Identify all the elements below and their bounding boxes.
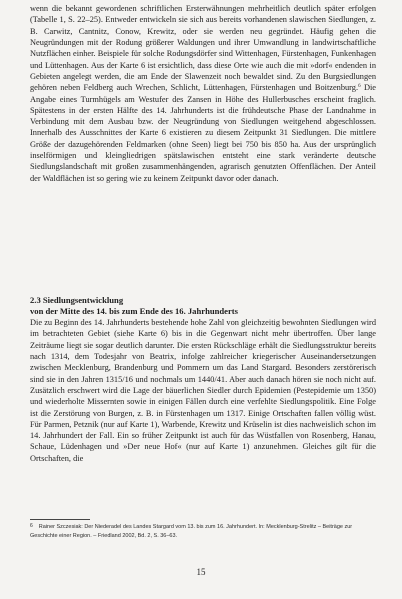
section-heading [30, 295, 376, 318]
paragraph-1-text: wenn die bekannt gewordenen schriftlichen Ersterwähnungen mehrheitlich deutlich später erfolgen (Tabelle 1, S. 22–25). Entweder entwickeln sie sich aus bereits vorhandenen slawischen Siedlungen, z. B. Carwitz, Cantnitz, Conow, Krewitz, oder sie werden neu gegründet. Häufig gehen die Neugründungen mit der Rodung größerer Waldungen und ihrer Umwandlung in landwirtschaftliche Nutzflächen einher. Beispiele für solche Rodungsdörfer sind Wittenhagen, Fürstenhagen, Funkenhagen und Lüttenhagen. Aus der Karte 6 ist ersichtlich, dass diese Orte wie auch die mit »dorf« endenden in Gebieten angelegt werden, die am Ende der Slawenzeit noch bewaldet sind. Zu den Burgsiedlungen gehören neben Feldberg auch Wrechen, Schlicht, Lüttenhagen, Fürstenhagen und Boitzenburg. [30, 4, 376, 93]
section-heading-title: 2.3 Siedlungsentwicklung [30, 295, 124, 305]
footnote-number: 6 [30, 523, 33, 529]
footnote-separator [30, 519, 90, 520]
body-paragraph-1 [30, 3, 376, 184]
body-paragraph-2: Die zu Beginn des 14. Jahrhunderts bestehende hohe Zahl von gleichzeitig bewohnten Siedlungen wird im betrachteten Gebiet (siehe Karte 6) bis in die Gegenwart nicht mehr übertroffen. Über lange Zeiträume liegt sie sogar deutlich darunter. Die ersten Rückschläge erhält die Siedlungsstruktur bereits nach 1314, dem Todesjahr von Beatrix, infolge zahlreicher kriegerischer Auseinandersetzungen zwischen Mecklenburg, Brandenburg und Pommern um das Land Stargard. Besonders zerstörerisch sind sie in den Jahren 1315/16 und nochmals um 1440/41. Aber auch danach hören sie noch nicht auf. Zusätzlich erschwert wird die Lage der bäuerlichen Siedler durch Epidemien (Pestepidemie um 1350) und wiederholte Missernten sowie in einigen Fällen durch eine verfehlte Siedlungspolitik. Eine Folge ist die Zerstörung von Burgen, z. B. in Fürstenhagen um 1317. Einige Ortschaften fallen völlig wüst. Für Parmen, Petznik (nur auf Karte 1), Warbende, Krewitz und Krüselin ist dies nachweislich schon im 14. Jahrhundert der Fall. Ein so früher Zeitpunkt ist auch für das Wüstfallen von Rosenberg, Hanau, Schaue, Lüdenhagen und »Der neue Hof« (nur auf Karte 1) anzunehmen. Gleiches gilt für die Ortschaften, die [30, 318, 376, 463]
paragraph-1-continued: Die Angabe eines Turmhügels am Westufer des Zansen in Höhe des Hullerbusches erscheint fraglich. Spätestens in der ersten Hälfte des 14. Jahrhunderts ist die frühdeutsche Phase der Landnahme in Verbindung mit dem Ausbau bzw. der Neugründung von Siedlungen weitgehend abgeschlossen. Innerhalb des Ausschnittes der Karte 6 existieren zu diesem Zeitpunkt 31 Siedlungen. Die mittlere Größe der dazugehörenden Feldmarken (ohne Seen) liegt bei 750 bis 850 ha. Aus der ursprünglich inselförmigen und kleingliedrigen spätslawischen entsteht eine stark veränderte deutsche Siedlungslandschaft mit großen zusammenhängenden, agrarisch genutzten Offenflächen. Der Anteil der Waldflächen ist so gering wie zu keinem Zeitpunkt davor oder danach. [30, 83, 377, 183]
page-number: 15 [196, 567, 206, 577]
section-heading-subtitle: von der Mitte des 14. bis zum Ende des 16. Jahrhunderts [30, 306, 239, 317]
footnote-reference-6[interactable]: 6 [358, 84, 361, 90]
footnote-text: Rainer Szczesiak: Der Niederadel des Landes Stargard vom 13. bis zum 16. Jahrhundert. In: Mecklenburg-Strelitz – Beiträge zur Geschichte einer Region. – Friedland 2002, Bd. 2, S. 36–63. [30, 524, 353, 539]
footnote [30, 522, 376, 540]
